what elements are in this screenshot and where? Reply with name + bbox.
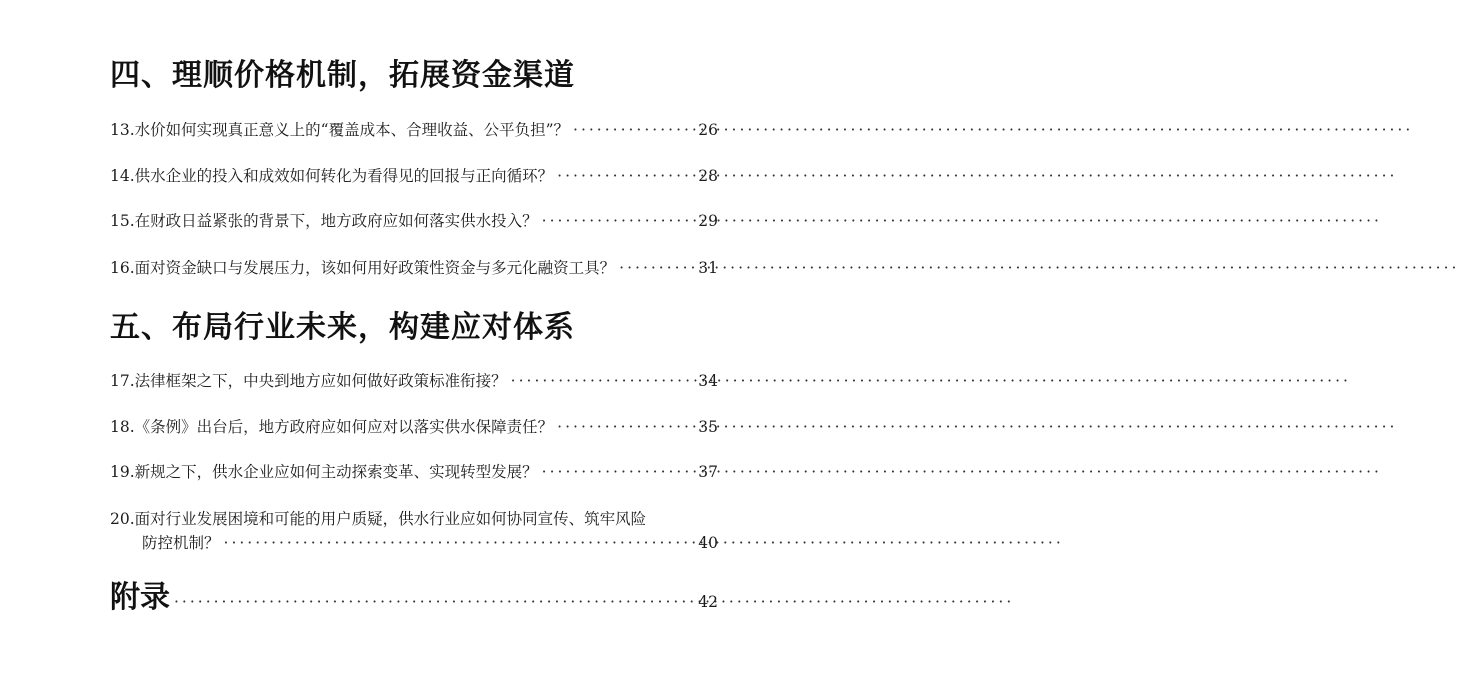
toc-entry-16[interactable]	[110, 257, 718, 279]
entry-page-number: 35	[698, 418, 718, 436]
entry-page-number: 34	[698, 372, 718, 390]
toc-entry-19[interactable]	[110, 461, 718, 483]
entry-number: 19.	[110, 463, 135, 481]
dot-leader	[224, 531, 692, 555]
entry-number: 13.	[110, 121, 135, 139]
entry-number: 18.	[110, 418, 135, 436]
dot-leader	[542, 210, 692, 232]
toc-entry-17[interactable]	[110, 370, 718, 392]
dot-leader	[573, 119, 692, 141]
toc-entry-15[interactable]	[110, 210, 718, 232]
entry-title: 供水企业的投入和成效如何转化为看得见的回报与正向循环？	[134, 167, 554, 185]
entry-title: 新规之下，供水企业应如何主动探索变革、实现转型发展？	[134, 463, 538, 481]
entry-title: 面对资金缺口与发展压力，该如何用好政策性资金与多元化融资工具？	[134, 259, 616, 277]
dot-leader	[542, 461, 692, 483]
entry-title: 法律框架之下，中央到地方应如何做好政策标准衔接？	[134, 372, 507, 390]
entry-second-line	[110, 531, 718, 555]
toc-entry-14[interactable]	[110, 165, 718, 187]
entry-title: 《条例》出台后，地方政府应如何应对以落实供水保障责任？	[134, 418, 554, 436]
dot-leader	[557, 165, 692, 187]
dot-leader	[511, 370, 692, 392]
section-heading-5: 五、布局行业未来，构建应对体系	[110, 310, 575, 345]
entry-number: 17.	[110, 372, 135, 390]
toc-entry-appendix[interactable]	[110, 580, 718, 616]
entry-page-number: 28	[698, 167, 718, 185]
section-heading-4: 四、理顺价格机制，拓展资金渠道	[110, 58, 575, 93]
entry-number: 14.	[110, 167, 135, 185]
appendix-title: 附录	[110, 580, 170, 615]
dot-leader	[557, 416, 692, 438]
entry-page-number: 37	[698, 463, 718, 481]
entry-page-number: 31	[698, 259, 718, 277]
entry-number: 15.	[110, 212, 135, 230]
entry-first-line	[110, 507, 718, 531]
appendix-page-number: 42	[698, 593, 718, 611]
entry-title: 水价如何实现真正意义上的“覆盖成本、合理收益、公平负担”？	[134, 121, 570, 139]
entry-page-number: 40	[698, 534, 718, 552]
toc-entry-18[interactable]	[110, 416, 718, 438]
dot-leader	[619, 257, 692, 279]
entry-number: 16.	[110, 259, 135, 277]
toc-entry-20[interactable]	[110, 507, 718, 555]
dot-leader	[174, 593, 692, 611]
entry-title-line2: 防控机制？	[142, 534, 220, 552]
entry-page-number: 29	[698, 212, 718, 230]
entry-title: 在财政日益紧张的背景下，地方政府应如何落实供水投入？	[134, 212, 538, 230]
entry-title-line1: 面对行业发展困境和可能的用户质疑，供水行业应如何协同宣传、筑牢风险	[134, 510, 647, 528]
entry-number: 20.	[110, 510, 135, 528]
toc-entry-13[interactable]	[110, 119, 718, 141]
entry-page-number: 26	[698, 121, 718, 139]
